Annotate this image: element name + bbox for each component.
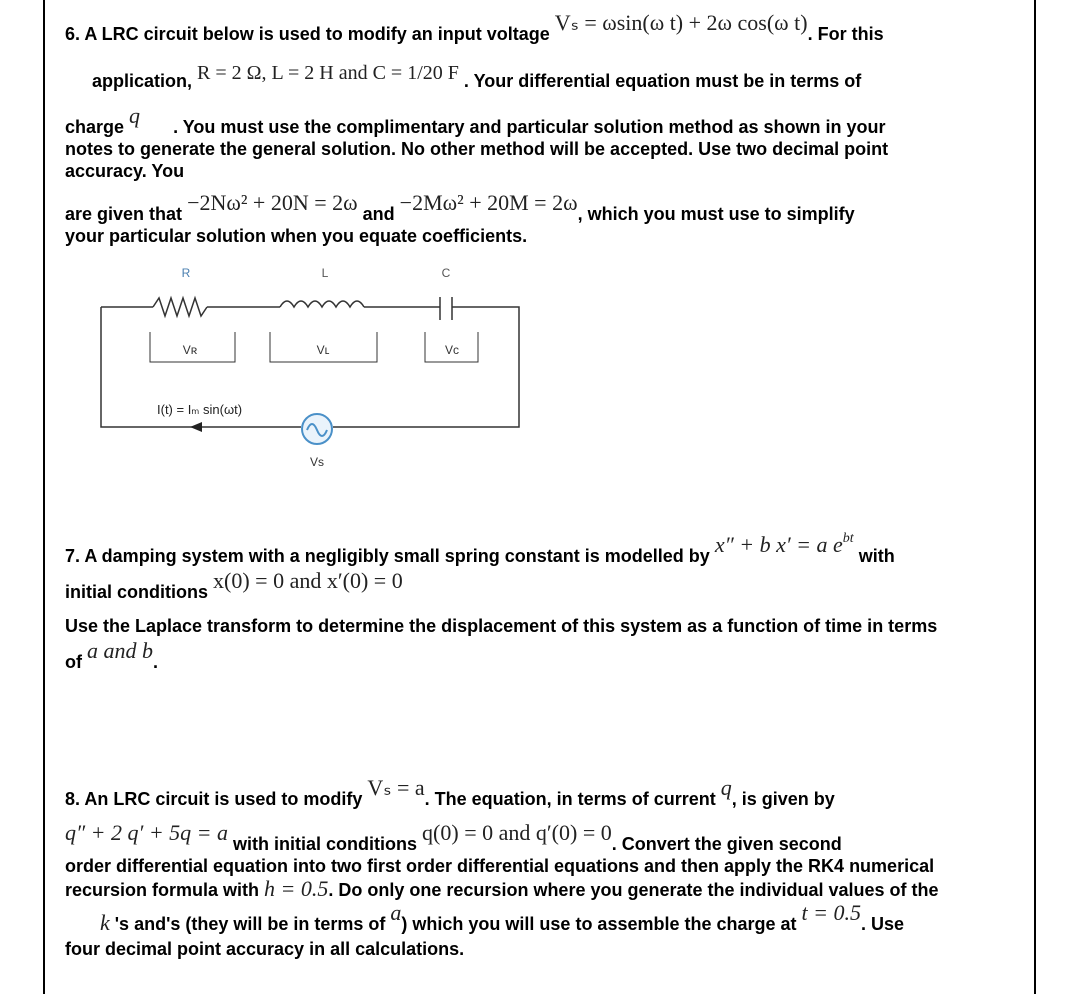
q7-line2 [65, 568, 1022, 603]
source-label: Vs [309, 455, 325, 469]
q8-ks-terms: 's (they will be in terms of [166, 914, 386, 934]
label-vl: Vʟ [316, 343, 330, 357]
q6-application: application, [92, 71, 193, 91]
q7-a-and-b: a and b [87, 638, 154, 663]
q6-line6 [65, 190, 1022, 225]
q8-use: . Use [861, 914, 905, 934]
label-vc: Vc [444, 343, 460, 357]
current-label: I(t) = Iₘ sin(ωt) [157, 402, 243, 417]
q6-line1-tail: . For this [807, 24, 884, 44]
page-border-left [43, 0, 45, 994]
q7-intro: 7. A damping system with a negligibly small spring constant is modelled by [65, 546, 710, 566]
q7-initial-conditions-label: initial conditions [65, 582, 208, 602]
q7-ode-exponent: bt [842, 531, 854, 546]
q8-line4 [65, 878, 1022, 901]
q6-line7: your particular solution when you equate coefficients. [65, 226, 528, 246]
q8-ode: q″ + 2 q′ + 5q = a [65, 820, 229, 845]
q7-with: with [858, 546, 895, 566]
q8-k-symbol: k [100, 910, 110, 935]
label-c: C [441, 266, 451, 280]
q8-line1 [65, 775, 1022, 810]
q8-t-eq: t = 0.5 [801, 900, 862, 925]
q8-ks-and: 's and [114, 914, 167, 934]
q7-of: of [65, 652, 82, 672]
label-r: R [181, 266, 191, 280]
q8-line2-end: . Convert the given second [611, 834, 842, 854]
q6-given: are given that [65, 204, 183, 224]
lrc-circuit-diagram [95, 262, 535, 477]
q6-line2 [92, 62, 1022, 92]
q6-eq2: −2Mω² + 20M = 2ω [399, 190, 578, 215]
q8-recursion-with: recursion formula with [65, 880, 260, 900]
wire-right [333, 307, 519, 427]
q8-intro: 8. An LRC circuit is used to modify [65, 789, 363, 809]
q8-with-initial: with initial conditions [233, 834, 418, 854]
q8-h-eq: h = 0.5 [264, 876, 329, 901]
q7-period: . [153, 652, 159, 672]
q6-line3-end: . You must use the complimentary and particular solution method as shown in your [173, 117, 886, 137]
resistor-symbol [153, 298, 207, 316]
q7-line1 [65, 531, 1022, 570]
q6-charge-symbol: q [129, 103, 141, 128]
q8-line1-end: , is given by [731, 789, 835, 809]
q6-intro: 6. A LRC circuit below is used to modify an input voltage [65, 24, 550, 44]
inductor-symbol [280, 301, 364, 307]
q8-line5 [100, 900, 1022, 935]
q8-vs-eq: Vₛ = a [367, 775, 425, 800]
label-vr: Vʀ [182, 343, 198, 357]
q7-line3: Use the Laplace transform to determine the displacement of this system as a function of time in terms [65, 616, 938, 636]
q8-line6: four decimal point accuracy in all calculations. [65, 939, 465, 959]
q8-line3: order differential equation into two first order differential equations and then apply the RK4 numerical [65, 856, 935, 876]
q7-ode: x″ + b x′ = a e [714, 532, 843, 557]
q6-line2-overlap: . Your differential equation must be in terms of [463, 71, 862, 91]
q7-line4 [65, 638, 1022, 673]
q8-a-symbol: a [390, 900, 402, 925]
q8-q-symbol: q [720, 775, 732, 800]
q7-initial-conditions: x(0) = 0 and x′(0) = 0 [213, 568, 403, 593]
q6-line6-end: , which you must use to simplify [577, 204, 855, 224]
q6-line1 [65, 10, 1022, 45]
q8-line2 [65, 820, 1022, 855]
page-border-right [1034, 0, 1036, 994]
q6-line4: notes to generate the general solution. No other method will be accepted. Use two decimal point [65, 139, 889, 159]
q6-charge-word: charge [65, 117, 125, 137]
q8-line4-end: . Do only one recursion where you generate the individual values of the [328, 880, 939, 900]
q8-initial-conditions: q(0) = 0 and q′(0) = 0 [422, 820, 612, 845]
q6-eq1: −2Nω² + 20N = 2ω [187, 190, 358, 215]
q6-params-formula: R = 2 Ω, L = 2 H and C = 1/20 F [197, 62, 459, 84]
label-l: L [321, 266, 329, 280]
q6-and: and [362, 204, 395, 224]
q6-voltage-formula: Vₛ = ωsin(ω t) + 2ω cos(ω t) [554, 10, 808, 35]
q8-line1-mid: . The equation, in terms of current [424, 789, 716, 809]
current-direction-arrow [190, 422, 202, 432]
q6-line5: accuracy. You [65, 161, 185, 181]
q6-line3 [65, 103, 1022, 138]
q8-assemble: ) which you will use to assemble the charge at [401, 914, 797, 934]
